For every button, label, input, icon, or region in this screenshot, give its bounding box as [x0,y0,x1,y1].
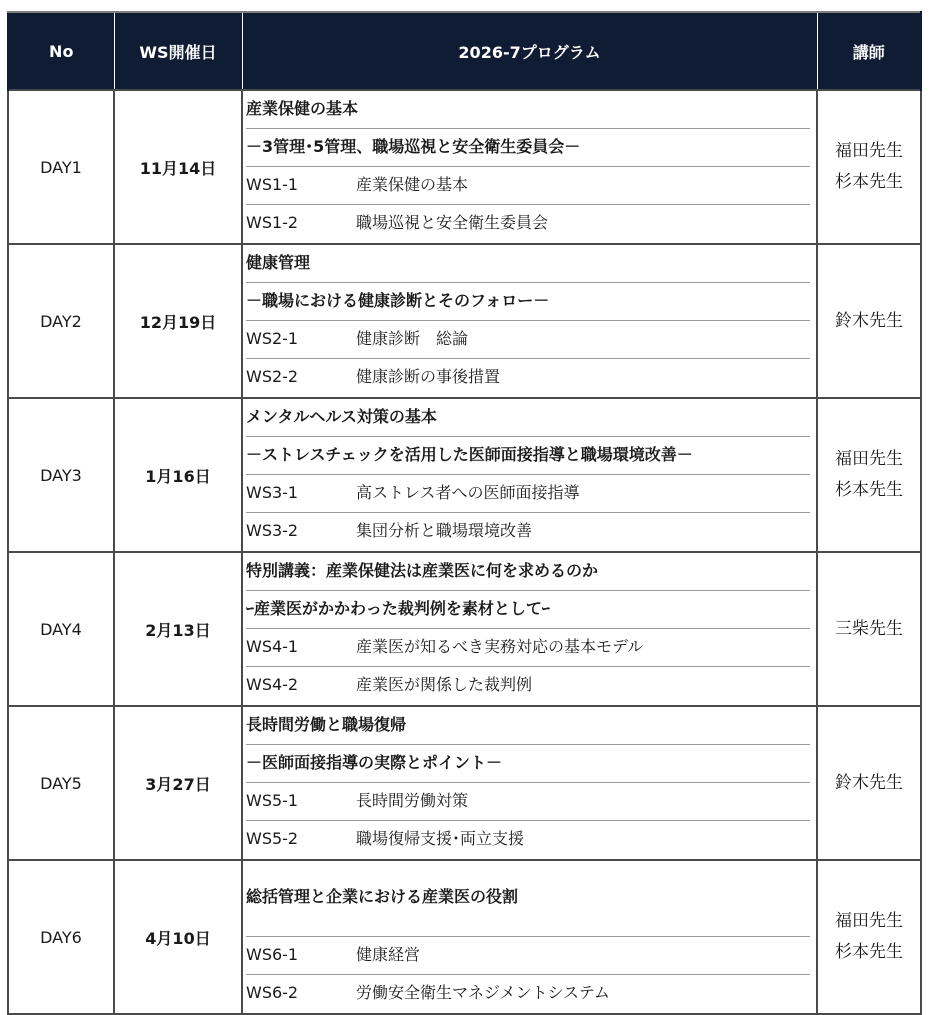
workshop-code: WS6-2 [246,983,299,1002]
program-title: 総括管理と企業における産業医の役割 [246,861,810,937]
program-title: 特別講義：産業保健法は産業医に何を求めるのか [246,553,810,591]
lecturer-cell [817,860,921,1014]
workshop-code: WS4-1 [246,637,299,656]
lecturer-name: 福田先生 [835,449,903,469]
program-cell [242,860,817,1014]
lecturer-name: 福田先生 [835,911,903,931]
program-cell [242,706,817,860]
workshop-code: WS5-1 [246,791,299,810]
day-cell: DAY2 [8,244,114,398]
program-cell [242,398,817,552]
day-cell: DAY1 [8,90,114,244]
header-row [8,12,921,90]
table-row [8,398,921,552]
workshop-name: 健康経営 [356,945,421,964]
workshop-name: 労働安全衛生マネジメントシステム [356,983,610,1002]
program-cell [242,552,817,706]
lecturer-name: 杉本先生 [835,172,903,192]
program-table [7,11,922,1015]
workshop-code: WS2-2 [246,367,299,386]
workshop-item [246,475,810,513]
workshop-item [246,513,810,551]
workshop-name: 健康診断の事後措置 [356,367,501,386]
workshop-name: 高ストレス者への医師面接指導 [356,483,580,502]
program-subtitle: ｰ産業医がかかわった裁判例を素材としてｰ [246,591,810,629]
workshop-item [246,359,810,397]
date-cell: 2月13日 [114,552,242,706]
program-title: 健康管理 [246,245,810,283]
workshop-item [246,167,810,205]
workshop-code: WS3-1 [246,483,299,502]
workshop-code: WS1-2 [246,213,299,232]
program-title: 産業保健の基本 [246,91,810,129]
program-cell [242,90,817,244]
workshop-code: WS1-1 [246,175,299,194]
header-date: WS開催日 [114,12,242,90]
program-subtitle: －職場における健康診断とそのフォロー－ [246,283,810,321]
lecturer-name: 杉本先生 [835,942,903,962]
date-cell: 1月16日 [114,398,242,552]
workshop-item [246,321,810,359]
schedule-sheet [7,11,920,1015]
workshop-name: 職場復帰支援･両立支援 [356,829,525,848]
table-row [8,860,921,1014]
workshop-code: WS4-2 [246,675,299,694]
lecturer-name: 三柴先生 [835,618,903,639]
workshop-item [246,937,810,975]
header-program: 2026-7プログラム [242,12,817,90]
table-row [8,706,921,860]
workshop-code: WS2-1 [246,329,299,348]
date-cell: 3月27日 [114,706,242,860]
workshop-name: 職場巡視と安全衛生委員会 [356,213,549,232]
lecturer-cell [817,706,921,860]
workshop-item [246,629,810,667]
day-cell: DAY5 [8,706,114,860]
program-cell [242,244,817,398]
date-cell: 4月10日 [114,860,242,1014]
lecturer-name: 鈴木先生 [835,772,903,793]
table-row [8,90,921,244]
workshop-code: WS3-2 [246,521,299,540]
lecturer-cell [817,244,921,398]
header-no: No [8,12,114,90]
date-cell: 12月19日 [114,244,242,398]
workshop-name: 長時間労働対策 [356,791,469,810]
workshop-item [246,821,810,859]
lecturer-name: 鈴木先生 [835,310,903,331]
workshop-name: 産業医が関係した裁判例 [356,675,533,694]
workshop-name: 産業保健の基本 [356,175,469,194]
workshop-code: WS6-1 [246,945,299,964]
workshop-item [246,205,810,243]
lecturer-cell [817,398,921,552]
workshop-item [246,783,810,821]
day-cell: DAY3 [8,398,114,552]
program-subtitle: －3管理･5管理、職場巡視と安全衛生委員会－ [246,129,810,167]
program-title: 長時間労働と職場復帰 [246,707,810,745]
lecturer-cell [817,552,921,706]
lecturer-cell [817,90,921,244]
day-cell: DAY4 [8,552,114,706]
day-cell: DAY6 [8,860,114,1014]
header-lecturer: 講師 [817,12,921,90]
table-row [8,244,921,398]
workshop-name: 健康診断 総論 [356,329,469,348]
date-cell: 11月14日 [114,90,242,244]
workshop-item [246,975,810,1013]
lecturer-name: 杉本先生 [835,480,903,500]
program-subtitle: －医師面接指導の実際とポイント－ [246,745,810,783]
program-subtitle: －ストレスチェックを活用した医師面接指導と職場環境改善－ [246,437,810,475]
lecturer-name: 福田先生 [835,141,903,161]
workshop-name: 集団分析と職場環境改善 [356,521,533,540]
workshop-name: 産業医が知るべき実務対応の基本モデル [356,637,644,656]
workshop-code: WS5-2 [246,829,299,848]
program-title: メンタルヘルス対策の基本 [246,399,810,437]
workshop-item [246,667,810,705]
table-row [8,552,921,706]
